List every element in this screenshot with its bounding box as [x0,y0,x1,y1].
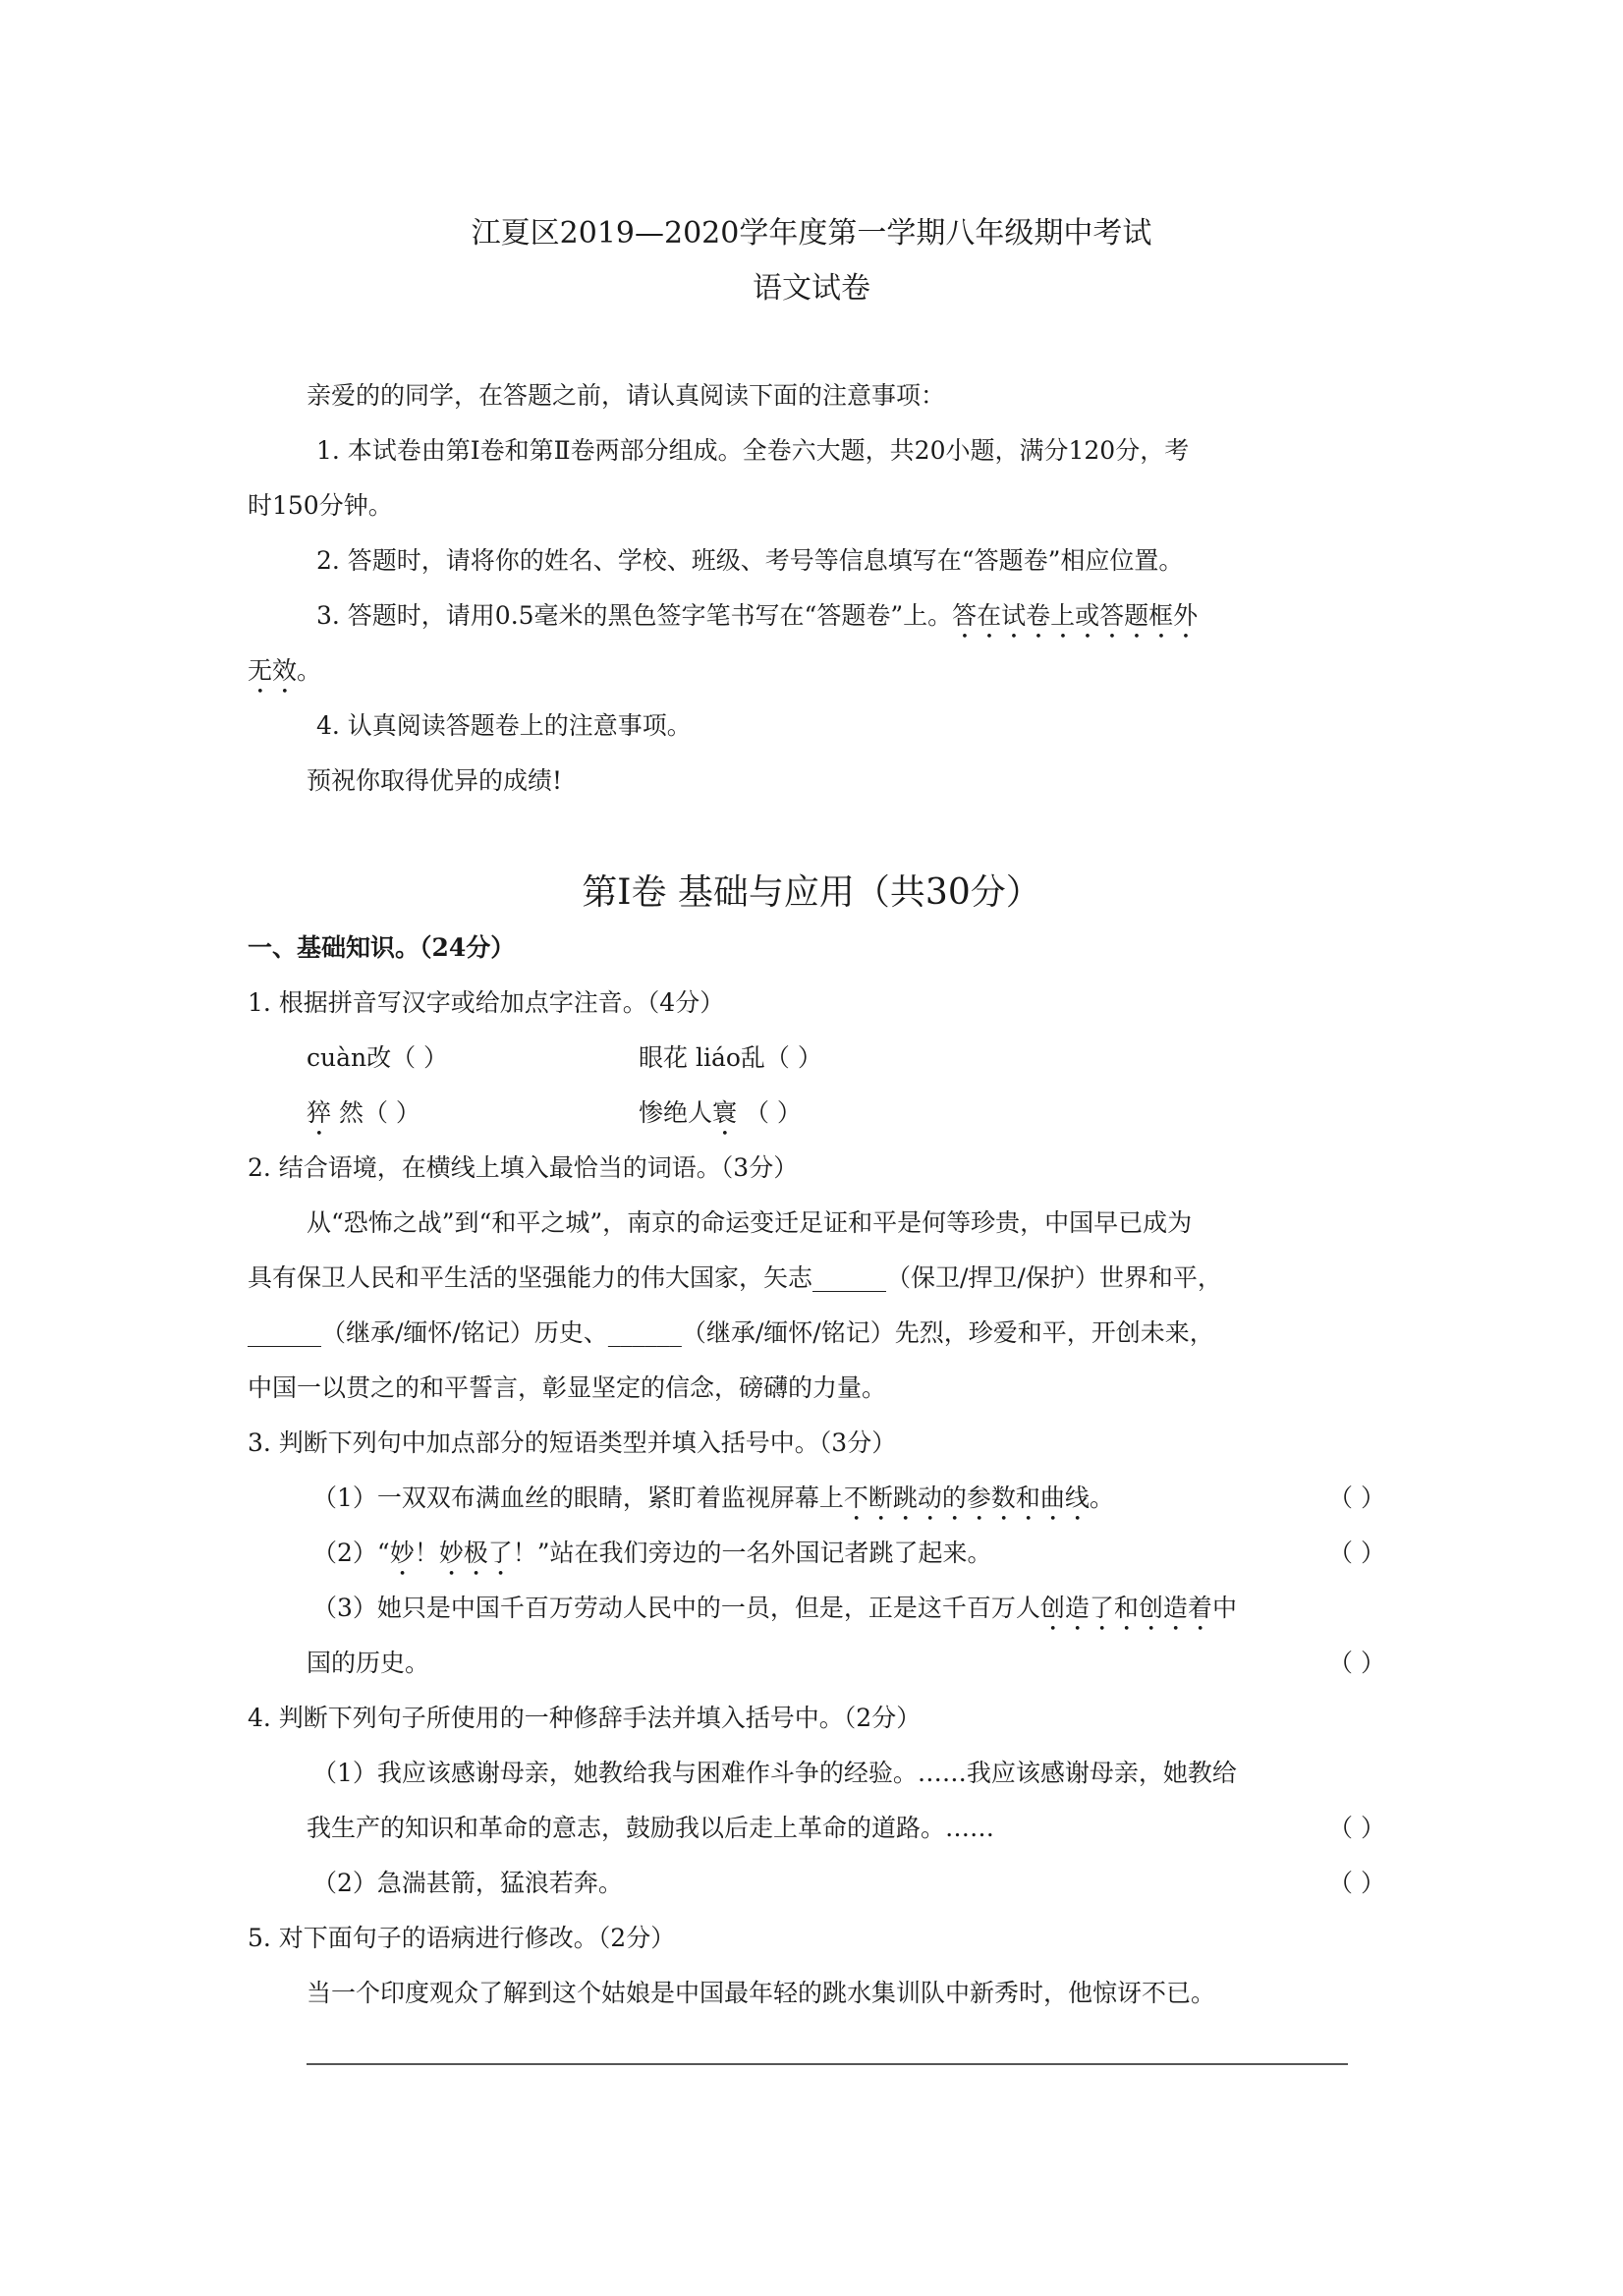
q3-s3-text: （3）她只是中国千百万劳动人民中的一员，但是，正是这千百万人 [312,1594,1040,1622]
notice-item-3-end: 。 [297,656,322,685]
q3-s3-emphasis: 创造了和创造着 [1039,1594,1212,1622]
notice-closing: 预祝你取得优异的成绩! [307,766,563,795]
notice-item-3 [316,597,1198,644]
q3-s2-end: ！”站在我们旁边的一名外国记者跳了起来。 [512,1539,992,1567]
exam-title: 江夏区2019—2020学年度第一学期八年级期中考试 [471,216,1152,251]
q3-sentence-2 [312,1535,992,1582]
q2-stem: 2. 结合语境，在横线上填入最恰当的词语。（3分） [248,1153,799,1182]
q1-d-dotted-char: 寰 [712,1098,738,1127]
q5-stem: 5. 对下面句子的语病进行修改。（2分） [248,1924,676,1952]
notice-intro: 亲爱的的同学，在答题之前，请认真阅读下面的注意事项： [307,381,946,410]
q3-s2-emphasis: 妙！妙极了 [389,1539,513,1567]
q2-line-2: 具有保卫人民和平生活的坚强能力的伟大国家，矢志______（保卫/捍卫/保护）世界和平， [248,1263,1222,1292]
q1-c-dotted-char: 猝 [307,1098,332,1127]
q3-sentence-3 [312,1590,1237,1637]
notice-item-3-emphasis-cont: 无效 [248,656,298,685]
q3-stem: 3. 判断下列句中加点部分的短语类型并填入括号中。（3分） [248,1428,897,1457]
q4-stem: 4. 判断下列句子所使用的一种修辞手法并填入括号中。（2分） [248,1704,922,1732]
q3-s1-end: 。 [1089,1484,1114,1512]
q1-item-b [639,1039,822,1077]
section-title: 第Ⅰ卷 基础与应用（共30分） [582,872,1041,913]
q3-s1-emphasis: 不断跳动的参数和曲线 [843,1484,1090,1512]
q1-d-pre: 惨绝人 [639,1098,713,1127]
q1-b-rest: 乱（ ） [740,1043,822,1072]
q1-d-rest: （ ） [737,1098,802,1127]
q3-s3-end: 中 [1211,1594,1237,1622]
q3-s2-pre: （2）“ [312,1539,390,1567]
q4-sentence-2: （2）急湍甚箭，猛浪若奔。 [312,1869,623,1897]
q3-sentence-3-cont: 国的历史。 [307,1649,430,1677]
q3-answer-paren-3: （ ） [1328,1649,1385,1677]
q2-line-1: 从“恐怖之战”到“和平之城”，南京的命运变迁足证和平是何等珍贵，中国早已成为 [307,1208,1193,1237]
q3-sentence-1 [312,1480,1114,1527]
q2-line-4: 中国一以贯之的和平誓言，彰显坚定的信念，磅礴的力量。 [248,1373,887,1402]
notice-item-1: 1. 本试卷由第Ⅰ卷和第Ⅱ卷两部分组成。全卷六大题，共20小题，满分120分，考 [316,436,1190,465]
q4-sentence-1: （1）我应该感谢母亲，她教给我与困难作斗争的经验。……我应该感谢母亲，她教给 [312,1759,1237,1787]
notice-item-3-emphasis: 答在试卷上或答题框外 [952,601,1199,630]
q1-a-pinyin: cuàn [307,1043,367,1072]
q2-line-3: ______（继承/缅怀/铭记）历史、______（继承/缅怀/铭记）先烈，珍爱和平，开创未来， [248,1318,1214,1347]
q1-b-pre: 眼花 [639,1043,696,1072]
q5-sentence: 当一个印度观众了解到这个姑娘是中国最年轻的跳水集训队中新秀时，他惊讶不已。 [307,1979,1216,2007]
q1-item-c [307,1094,420,1142]
q1-c-rest: 然（ ） [331,1098,420,1127]
q1-stem: 1. 根据拼音写汉字或给加点字注音。（4分） [248,988,725,1017]
notice-item-2: 2. 答题时，请将你的姓名、学校、班级、考号等信息填写在“答题卷”相应位置。 [316,546,1184,575]
notice-item-4: 4. 认真阅读答题卷上的注意事项。 [316,711,692,740]
exam-subtitle: 语文试卷 [753,271,870,306]
q1-a-rest: 改（ ） [366,1043,449,1072]
notice-item-3-text: 3. 答题时，请用0.5毫米的黑色签字笔书写在“答题卷”上。 [316,601,953,630]
q5-answer-line[interactable] [307,2063,1348,2065]
q3-answer-paren-1: （ ） [1328,1484,1385,1512]
q1-item-d [639,1094,802,1142]
notice-item-1-cont: 时150分钟。 [248,491,393,520]
q1-item-a [307,1039,448,1077]
part-heading: 一、基础知识。（24分） [248,933,516,962]
notice-item-3-cont [248,652,321,700]
q1-b-pinyin: liáo [695,1043,741,1072]
q4-answer-paren-1: （ ） [1328,1814,1385,1842]
q3-answer-paren-2: （ ） [1328,1539,1385,1567]
q4-answer-paren-2: （ ） [1328,1869,1385,1897]
q3-s1-text: （1）一双双布满血丝的眼睛，紧盯着监视屏幕上 [312,1484,844,1512]
q4-sentence-1-cont: 我生产的知识和革命的意志，鼓励我以后走上革命的道路。…… [307,1814,995,1842]
